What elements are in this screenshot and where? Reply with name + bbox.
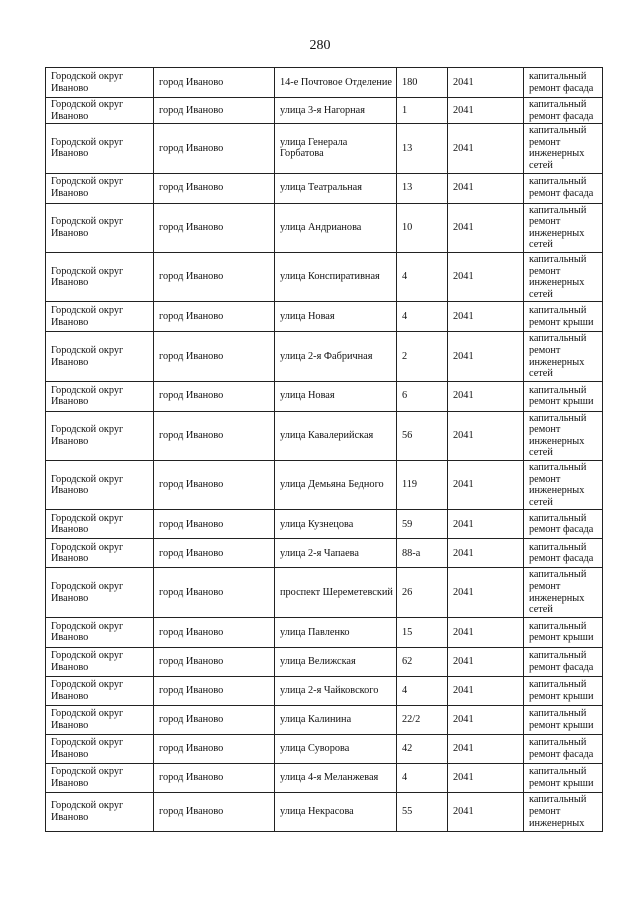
row-house-number: 55 bbox=[397, 792, 448, 831]
row-year: 2041 bbox=[448, 381, 524, 411]
row-locality: город Иваново bbox=[154, 381, 275, 411]
table-row bbox=[46, 568, 603, 617]
row-house-number: 62 bbox=[397, 647, 448, 676]
table-row bbox=[46, 461, 603, 510]
row-work-type: капитальный ремонт инженерных сетей bbox=[524, 203, 603, 252]
row-district: Городской округ Иваново bbox=[46, 98, 154, 124]
row-year: 2041 bbox=[448, 705, 524, 734]
row-locality: город Иваново bbox=[154, 98, 275, 124]
row-house-number: 56 bbox=[397, 411, 448, 460]
row-year: 2041 bbox=[448, 568, 524, 617]
row-house-number: 4 bbox=[397, 302, 448, 332]
row-district: Городской округ Иваново bbox=[46, 332, 154, 381]
row-house-number: 4 bbox=[397, 676, 448, 705]
table-row bbox=[46, 617, 603, 647]
row-work-type: капитальный ремонт инженерных сетей bbox=[524, 411, 603, 460]
row-work-type: капитальный ремонт фасада bbox=[524, 539, 603, 568]
row-house-number: 88-а bbox=[397, 539, 448, 568]
row-street: улица 4-я Меланжевая bbox=[275, 763, 397, 792]
table-row bbox=[46, 676, 603, 705]
row-year: 2041 bbox=[448, 461, 524, 510]
row-work-type: капитальный ремонт крыши bbox=[524, 676, 603, 705]
row-year: 2041 bbox=[448, 734, 524, 763]
table-row bbox=[46, 302, 603, 332]
row-district: Городской округ Иваново bbox=[46, 381, 154, 411]
page-number: 280 bbox=[309, 38, 331, 53]
row-house-number: 42 bbox=[397, 734, 448, 763]
row-house-number: 4 bbox=[397, 763, 448, 792]
row-district: Городской округ Иваново bbox=[46, 411, 154, 460]
row-house-number: 13 bbox=[397, 173, 448, 203]
row-locality: город Иваново bbox=[154, 792, 275, 831]
row-district: Городской округ Иваново bbox=[46, 676, 154, 705]
row-work-type: капитальный ремонт фасада bbox=[524, 68, 603, 98]
table-row bbox=[46, 411, 603, 460]
row-work-type: капитальный ремонт инженерных сетей bbox=[524, 332, 603, 381]
row-district: Городской округ Иваново bbox=[46, 252, 154, 301]
row-year: 2041 bbox=[448, 332, 524, 381]
row-district: Городской округ Иваново bbox=[46, 617, 154, 647]
row-year: 2041 bbox=[448, 124, 524, 173]
row-locality: город Иваново bbox=[154, 510, 275, 539]
table-row bbox=[46, 763, 603, 792]
row-locality: город Иваново bbox=[154, 763, 275, 792]
row-work-type: капитальный ремонт крыши bbox=[524, 302, 603, 332]
row-locality: город Иваново bbox=[154, 461, 275, 510]
row-house-number: 2 bbox=[397, 332, 448, 381]
row-street: улица Суворова bbox=[275, 734, 397, 763]
row-street: улица Новая bbox=[275, 381, 397, 411]
table-row bbox=[46, 252, 603, 301]
row-work-type: капитальный ремонт инженерных bbox=[524, 792, 603, 831]
row-year: 2041 bbox=[448, 617, 524, 647]
row-work-type: капитальный ремонт крыши bbox=[524, 763, 603, 792]
row-district: Городской округ Иваново bbox=[46, 792, 154, 831]
row-street: 14-е Почтовое Отделение bbox=[275, 68, 397, 98]
row-district: Городской округ Иваново bbox=[46, 763, 154, 792]
row-work-type: капитальный ремонт фасада bbox=[524, 647, 603, 676]
row-year: 2041 bbox=[448, 647, 524, 676]
row-street: улица Театральная bbox=[275, 173, 397, 203]
table-row bbox=[46, 203, 603, 252]
row-house-number: 4 bbox=[397, 252, 448, 301]
row-year: 2041 bbox=[448, 763, 524, 792]
row-work-type: капитальный ремонт инженерных сетей bbox=[524, 568, 603, 617]
row-year: 2041 bbox=[448, 539, 524, 568]
row-locality: город Иваново bbox=[154, 647, 275, 676]
row-locality: город Иваново bbox=[154, 734, 275, 763]
table-row bbox=[46, 98, 603, 124]
row-house-number: 13 bbox=[397, 124, 448, 173]
row-work-type: капитальный ремонт фасада bbox=[524, 98, 603, 124]
row-locality: город Иваново bbox=[154, 68, 275, 98]
row-work-type: капитальный ремонт крыши bbox=[524, 381, 603, 411]
row-locality: город Иваново bbox=[154, 411, 275, 460]
row-district: Городской округ Иваново bbox=[46, 510, 154, 539]
row-street: улица Конспиративная bbox=[275, 252, 397, 301]
row-work-type: капитальный ремонт фасада bbox=[524, 510, 603, 539]
row-street: улица Калинина bbox=[275, 705, 397, 734]
row-locality: город Иваново bbox=[154, 252, 275, 301]
row-district: Городской округ Иваново bbox=[46, 539, 154, 568]
row-year: 2041 bbox=[448, 98, 524, 124]
table-row bbox=[46, 510, 603, 539]
row-street: улица Новая bbox=[275, 302, 397, 332]
row-work-type: капитальный ремонт фасада bbox=[524, 734, 603, 763]
row-street: улица Велижская bbox=[275, 647, 397, 676]
table-row bbox=[46, 68, 603, 98]
row-year: 2041 bbox=[448, 792, 524, 831]
row-year: 2041 bbox=[448, 411, 524, 460]
row-district: Городской округ Иваново bbox=[46, 568, 154, 617]
row-district: Городской округ Иваново bbox=[46, 68, 154, 98]
row-locality: город Иваново bbox=[154, 124, 275, 173]
table-row bbox=[46, 705, 603, 734]
row-street: улица 3-я Нагорная bbox=[275, 98, 397, 124]
row-locality: город Иваново bbox=[154, 568, 275, 617]
row-district: Городской округ Иваново bbox=[46, 302, 154, 332]
row-locality: город Иваново bbox=[154, 173, 275, 203]
row-year: 2041 bbox=[448, 510, 524, 539]
row-year: 2041 bbox=[448, 252, 524, 301]
row-year: 2041 bbox=[448, 302, 524, 332]
row-street: улица Кузнецова bbox=[275, 510, 397, 539]
row-house-number: 6 bbox=[397, 381, 448, 411]
row-year: 2041 bbox=[448, 173, 524, 203]
row-locality: город Иваново bbox=[154, 203, 275, 252]
row-street: улица Павленко bbox=[275, 617, 397, 647]
row-house-number: 22/2 bbox=[397, 705, 448, 734]
table-row bbox=[46, 173, 603, 203]
row-work-type: капитальный ремонт фасада bbox=[524, 173, 603, 203]
table-row bbox=[46, 124, 603, 173]
row-house-number: 26 bbox=[397, 568, 448, 617]
row-house-number: 10 bbox=[397, 203, 448, 252]
row-work-type: капитальный ремонт инженерных сетей bbox=[524, 461, 603, 510]
row-street: улица 2-я Чайковского bbox=[275, 676, 397, 705]
row-work-type: капитальный ремонт инженерных сетей bbox=[524, 252, 603, 301]
row-house-number: 119 bbox=[397, 461, 448, 510]
row-street: улица Кавалерийская bbox=[275, 411, 397, 460]
row-street: улица 2-я Чапаева bbox=[275, 539, 397, 568]
row-year: 2041 bbox=[448, 68, 524, 98]
row-locality: город Иваново bbox=[154, 617, 275, 647]
row-house-number: 1 bbox=[397, 98, 448, 124]
row-locality: город Иваново bbox=[154, 705, 275, 734]
row-street: улица Андрианова bbox=[275, 203, 397, 252]
row-work-type: капитальный ремонт инженерных сетей bbox=[524, 124, 603, 173]
table-row bbox=[46, 539, 603, 568]
table-row bbox=[46, 381, 603, 411]
row-district: Городской округ Иваново bbox=[46, 461, 154, 510]
row-district: Городской округ Иваново bbox=[46, 647, 154, 676]
row-work-type: капитальный ремонт крыши bbox=[524, 617, 603, 647]
row-year: 2041 bbox=[448, 676, 524, 705]
row-district: Городской округ Иваново bbox=[46, 734, 154, 763]
row-street: проспект Шереметевский bbox=[275, 568, 397, 617]
table-row bbox=[46, 647, 603, 676]
row-street: улица Генерала Горбатова bbox=[275, 124, 397, 173]
row-locality: город Иваново bbox=[154, 332, 275, 381]
row-district: Городской округ Иваново bbox=[46, 124, 154, 173]
row-house-number: 15 bbox=[397, 617, 448, 647]
row-work-type: капитальный ремонт крыши bbox=[524, 705, 603, 734]
row-district: Городской округ Иваново bbox=[46, 203, 154, 252]
row-house-number: 180 bbox=[397, 68, 448, 98]
row-district: Городской округ Иваново bbox=[46, 705, 154, 734]
row-house-number: 59 bbox=[397, 510, 448, 539]
row-street: улица Некрасова bbox=[275, 792, 397, 831]
table-row bbox=[46, 792, 603, 831]
row-year: 2041 bbox=[448, 203, 524, 252]
repair-schedule-table bbox=[45, 67, 603, 832]
row-street: улица 2-я Фабричная bbox=[275, 332, 397, 381]
table-row bbox=[46, 332, 603, 381]
row-locality: город Иваново bbox=[154, 676, 275, 705]
row-locality: город Иваново bbox=[154, 539, 275, 568]
row-street: улица Демьяна Бедного bbox=[275, 461, 397, 510]
row-locality: город Иваново bbox=[154, 302, 275, 332]
row-district: Городской округ Иваново bbox=[46, 173, 154, 203]
table-row bbox=[46, 734, 603, 763]
